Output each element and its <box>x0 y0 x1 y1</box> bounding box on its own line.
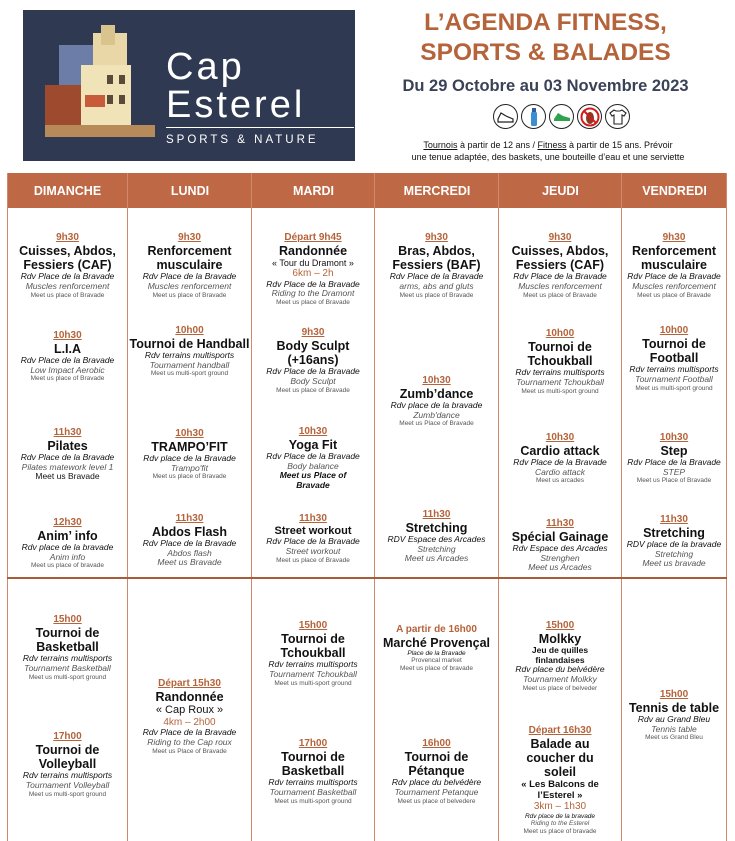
day-header-vendredi: VENDREDI <box>642 183 707 198</box>
activity-location: Rdv terrains multisports <box>22 653 113 664</box>
day-header-mercredi: MERCREDI <box>403 183 471 198</box>
day-header-row <box>7 173 727 208</box>
activity-mardi-4 <box>252 513 374 564</box>
activity-location: Rdv place du belvédère <box>391 777 482 788</box>
activity-location: Rdv terrains multisports <box>515 367 605 378</box>
activity-vendredi-1 <box>622 232 726 299</box>
activity-mercredi-4 <box>375 624 498 672</box>
activity-english: arms, abs and gluts <box>399 281 474 292</box>
activity-english: Muscles renforcement <box>25 281 110 292</box>
activity-location: Rdv place du belvédère <box>515 664 605 675</box>
activity-time: 10h00 <box>545 328 575 339</box>
activity-location: Rdv Place de la Bravade <box>266 450 360 461</box>
activity-time: 15h00 <box>545 620 575 631</box>
day-header-mardi: MARDI <box>293 183 334 198</box>
activity-location: Rdv Place de la Bravade <box>142 727 237 738</box>
activity-extra: Jeu de quilles finlandaises <box>531 644 589 665</box>
activity-english: Strenghen <box>540 552 580 563</box>
activity-distance: 4km – 2h00 <box>163 716 216 728</box>
water-bottle-icon <box>521 104 546 129</box>
activity-dimanche-1 <box>8 232 127 299</box>
activity-name: Renforcement musculaire <box>631 243 717 272</box>
activity-lundi-3 <box>128 428 251 481</box>
activity-english: Abdos flash <box>167 547 212 558</box>
activity-time: 15h00 <box>53 614 82 625</box>
activity-name: Bras, Abdos, Fessiers (BAF) <box>392 243 481 272</box>
date-range: Du 29 Octobre au 03 Novembre 2023 <box>402 77 689 95</box>
activity-name: Abdos Flash <box>151 524 227 539</box>
activity-mercredi-2 <box>375 375 498 428</box>
activity-subtitle: « Les Balcons de l’Esterel » <box>521 778 599 801</box>
activity-english: Tournament Basketball <box>269 787 357 798</box>
activity-name: Balade au coucher du soleil <box>526 736 594 780</box>
activity-meet: Meet us place of Bravade <box>276 299 350 307</box>
activity-location: Rdv terrains multisports <box>268 777 358 788</box>
activity-dimanche-4 <box>8 517 127 570</box>
activity-location: Rdv au Grand Bleu <box>637 713 711 724</box>
activity-time: 15h00 <box>659 689 689 700</box>
activity-meet: Meet us place of Bravade <box>276 386 350 394</box>
activity-dimanche-5 <box>8 614 127 681</box>
activity-time: 11h30 <box>299 513 327 524</box>
activity-location: Rdv Espace des Arcades <box>512 542 608 553</box>
agenda-title <box>372 8 719 68</box>
activity-english: Tennis table <box>651 723 697 734</box>
activity-english: Tournament Tchoukball <box>516 377 604 388</box>
activity-english: Muscles renforcement <box>147 281 232 292</box>
activity-location: RDV Espace des Arcades <box>387 533 486 544</box>
activity-mardi-5 <box>252 620 374 687</box>
activity-name: Marché Provençal <box>383 635 490 650</box>
activity-name: Body Sculpt (+16ans) <box>276 338 350 367</box>
activity-jeudi-4 <box>499 518 621 573</box>
activity-meet: Meet us Place of Bravade <box>152 747 227 755</box>
day-header-dimanche: DIMANCHE <box>33 183 102 198</box>
logo-word-cap: Cap <box>166 46 245 88</box>
activity-english: Provencal market <box>411 657 462 665</box>
info-tournois: Tournois <box>423 140 458 150</box>
activity-meet: Meet us Place of Bravade <box>279 470 347 491</box>
activity-time: 16h00 <box>422 738 451 749</box>
activity-english: Low Impact Aerobic <box>30 364 105 375</box>
activity-location: Rdv terrains multisports <box>629 364 719 375</box>
activity-meet: Meet us Grand Bleu <box>645 734 703 742</box>
activity-time: 10h00 <box>659 325 689 336</box>
activity-time: 11h30 <box>660 514 688 525</box>
sneaker-icon <box>549 104 574 129</box>
activity-meet: Meet us multi-sport ground <box>635 384 713 392</box>
activity-name: Pilates <box>47 438 88 453</box>
activity-time: 11h30 <box>546 518 574 529</box>
activity-name: Tournoi de Basketball <box>281 749 345 778</box>
activity-location: Rdv Place de la Bravade <box>142 271 237 282</box>
activity-location: Rdv Place de la Bravade <box>266 366 360 377</box>
activity-time: 9h30 <box>662 232 686 243</box>
activity-name: Tournoi de Volleyball <box>35 742 100 771</box>
tennis-shoe-icon <box>493 104 518 129</box>
activity-location: Rdv Place de la Bravade <box>266 278 360 289</box>
activity-name: Spécial Gainage <box>511 529 609 544</box>
activity-name: Renforcement musculaire <box>147 243 232 272</box>
activity-location: Rdv Place de la Bravade <box>513 271 607 282</box>
activity-dimanche-3 <box>8 427 127 482</box>
activity-location: Rdv Place de la Bravade <box>627 456 721 467</box>
activity-english: Street workout <box>285 545 341 556</box>
activity-name: Tournoi de Tchoukball <box>527 339 593 368</box>
activity-mercredi-1 <box>375 232 498 299</box>
activity-location: Rdv Place de la Bravade <box>20 451 115 462</box>
activity-time: 10h00 <box>175 325 204 336</box>
activity-location: Rdv Place de la Bravade <box>627 271 721 282</box>
activity-meet: Meet us place of bravade <box>31 562 104 570</box>
activity-name: Tournoi de Basketball <box>35 625 100 654</box>
morning-afternoon-separator <box>7 577 727 579</box>
activity-english: Tournament Volleyball <box>25 780 110 791</box>
activity-jeudi-1 <box>499 232 621 299</box>
activity-english: Zumb'dance <box>413 409 460 420</box>
activity-english: Muscles renforcement <box>632 281 716 292</box>
activity-english: Muscles renforcement <box>518 281 602 292</box>
activity-subtitle: « Cap Roux » <box>155 703 224 716</box>
activity-vendredi-5 <box>622 689 726 742</box>
activity-english: Tournament Petanque <box>394 787 479 798</box>
activity-location: Rdv terrains multisports <box>268 659 358 670</box>
activity-distance: 6km – 2h <box>292 268 334 280</box>
day-header-lundi: LUNDI <box>170 183 210 198</box>
activity-meet: Meet us place of Bravade <box>637 291 711 299</box>
activity-name: Tournoi de Tchoukball <box>280 631 346 660</box>
activity-meet: Meet us place of Bravade <box>523 291 597 299</box>
activity-time: 10h30 <box>298 426 328 437</box>
activity-time: Départ 16h30 <box>528 725 592 736</box>
activity-distance: 3km – 1h30 <box>533 801 587 813</box>
activity-time: 10h30 <box>545 432 575 443</box>
activity-english: Stretching <box>654 548 694 559</box>
activity-name: Tournoi de Handball <box>129 336 250 351</box>
activity-english: Trampo'fit <box>171 462 208 473</box>
activity-meet: Meet us multi-sport ground <box>274 797 352 805</box>
activity-english: Stretching <box>417 543 456 554</box>
activity-vendredi-4 <box>622 514 726 569</box>
activity-english: Tournament handball <box>149 359 230 370</box>
activity-lundi-2 <box>128 325 251 378</box>
logo-word-esterel: Esterel <box>166 84 306 126</box>
t-shirt-icon <box>605 104 630 129</box>
activity-meet: Meet us place of belvedere <box>397 797 476 805</box>
activity-name: Molkky <box>538 631 582 646</box>
activity-location: Rdv place de la bravade <box>390 399 483 410</box>
activity-english: Riding to the Esterel <box>530 820 590 828</box>
activity-location: Rdv place de la bravade <box>524 812 596 820</box>
activity-meet: Meet us place of bravade <box>523 827 597 835</box>
activity-meet: Meet us place of Bravade <box>399 291 474 299</box>
info-part-1: à partir de 12 ans / <box>457 140 538 150</box>
day-header-jeudi: JEUDI <box>542 183 579 198</box>
cap-esterel-logo <box>23 10 355 161</box>
activity-meet: Meet us multi-sport ground <box>521 387 599 395</box>
no-sandals-icon <box>577 104 602 129</box>
activity-english: Cardio attack <box>534 466 586 477</box>
activity-meet: Meet us place of belveder <box>522 684 598 692</box>
activity-time: Départ 9h45 <box>284 232 342 243</box>
activity-name: Cuisses, Abdos, Fessiers (CAF) <box>511 243 609 272</box>
activity-time: 11h30 <box>53 427 82 438</box>
activity-dimanche-2 <box>8 330 127 383</box>
activity-name: Cardio attack <box>520 443 600 458</box>
activity-meet: Meet us multi-sport ground <box>28 790 107 798</box>
activity-meet: Meet us place of bravade <box>400 664 473 672</box>
activity-time: 10h30 <box>175 428 204 439</box>
activity-english: Tournament Basketball <box>24 663 111 674</box>
activity-time: 11h30 <box>175 513 204 524</box>
activity-name: Street workout <box>274 524 352 537</box>
activity-time: 17h00 <box>53 731 82 742</box>
info-fitness: Fitness <box>537 140 567 150</box>
activity-jeudi-6 <box>499 725 621 835</box>
activity-english: Anim info <box>49 551 86 562</box>
activity-english: Riding to the Dramont <box>271 288 355 299</box>
activity-location: Rdv place de la Bravade <box>143 452 236 463</box>
activity-meet: Meet us Bravade <box>157 557 222 568</box>
activity-time: 9h30 <box>548 232 572 243</box>
activity-meet: Meet us Place of Bravade <box>399 420 474 428</box>
activity-meet: Meet us place of Bravade <box>30 375 105 383</box>
logo-divider <box>166 127 354 128</box>
activity-location: Rdv Place de la Bravade <box>20 271 115 282</box>
activity-english: STEP <box>662 466 686 477</box>
activity-english: Pilates matework level 1 <box>21 461 114 472</box>
activity-english: Body balance <box>287 460 339 471</box>
activity-location: Rdv Place de la Bravade <box>389 271 484 282</box>
activity-name: Tournoi de Pétanque <box>404 749 469 778</box>
activity-name: L.I.A <box>53 341 82 356</box>
activity-mercredi-3 <box>375 509 498 564</box>
activity-time: 9h30 <box>301 327 325 338</box>
activity-meet: Meet us Arcades <box>404 553 469 564</box>
activity-vendredi-3 <box>622 432 726 485</box>
activity-time: 12h30 <box>53 517 82 528</box>
activity-mardi-1 <box>252 232 374 307</box>
activity-lundi-4 <box>128 513 251 568</box>
activity-location: Place de la Bravade <box>407 649 466 657</box>
activity-location: Rdv Place de la Bravade <box>513 456 607 467</box>
activity-jeudi-3 <box>499 432 621 485</box>
activity-english: Tournament Tchoukball <box>269 669 357 680</box>
title-line-2: SPORTS & BALADES <box>420 39 671 66</box>
activity-time: 15h00 <box>298 620 328 631</box>
activity-time: 10h30 <box>53 330 82 341</box>
activity-name: Tennis de table <box>628 700 720 715</box>
activity-meet: Meet us place of Bravade <box>152 291 227 299</box>
activity-location: Rdv terrains multisports <box>144 349 235 360</box>
activity-name: Cuisses, Abdos, Fessiers (CAF) <box>19 243 116 272</box>
activity-vendredi-2 <box>622 325 726 392</box>
activity-english: Body Sculpt <box>290 376 336 387</box>
activity-lundi-5 <box>128 678 251 755</box>
activity-meet: Meet us arcades <box>535 477 585 485</box>
info-line-2: une tenue adaptée, des baskets, une bouteille d’eau et une serviette <box>411 152 685 162</box>
activity-jeudi-2 <box>499 328 621 395</box>
activity-english: Riding to the Cap roux <box>147 736 232 747</box>
activity-time: 10h30 <box>659 432 689 443</box>
activity-name: Anim’ info <box>37 528 98 543</box>
activity-meet: Meet us Arcades <box>528 562 592 573</box>
title-line-1: L’AGENDA FITNESS, <box>424 9 667 36</box>
activity-meet: Meet us multi-sport ground <box>274 679 352 687</box>
logo-tagline: SPORTS & NATURE <box>166 134 319 146</box>
activity-name: Randonnée <box>155 689 224 704</box>
activity-time: 9h30 <box>425 232 448 243</box>
activity-time: Départ 15h30 <box>158 678 221 689</box>
activity-time: 11h30 <box>422 509 451 520</box>
activity-name: Zumb’dance <box>399 386 474 401</box>
activity-name: Randonnée <box>278 243 348 258</box>
activity-mardi-3 <box>252 426 374 491</box>
activity-meet: Meet us Place of Bravade <box>636 477 712 485</box>
activity-name: Step <box>660 443 688 458</box>
activity-time: 17h00 <box>298 738 328 749</box>
activity-meet: Meet us bravade <box>642 558 706 569</box>
info-part-2: à partir de 15 ans. Prévoir <box>566 140 673 150</box>
activity-english: Tournament Football <box>635 374 713 385</box>
equipment-icons <box>493 104 630 129</box>
activity-english: Tournament Molkky <box>523 674 597 685</box>
grid-border-right <box>726 173 727 841</box>
activity-meet: Meet us Bravade <box>35 471 100 482</box>
activity-name: Tournoi de Football <box>642 336 706 365</box>
activity-name: Stretching <box>405 520 468 535</box>
activity-jeudi-5 <box>499 620 621 692</box>
activity-meet: Meet us place of Bravade <box>30 291 105 299</box>
activity-meet: Meet us multi-sport ground <box>28 673 107 681</box>
activity-mercredi-5 <box>375 738 498 805</box>
village-illustration <box>45 25 155 137</box>
activity-lundi-1 <box>128 232 251 299</box>
activity-time: 9h30 <box>56 232 79 243</box>
activity-time: 9h30 <box>178 232 201 243</box>
activity-location: Rdv place de la bravade <box>21 541 114 552</box>
activity-meet: Meet us place of Bravade <box>152 473 227 481</box>
activity-meet: Meet us multi-sport ground <box>150 370 229 378</box>
activity-mardi-2 <box>252 327 374 394</box>
info-note <box>392 139 704 163</box>
activity-location: Rdv Place de la Bravade <box>20 354 115 365</box>
activity-dimanche-6 <box>8 731 127 798</box>
activity-time: A partir de 16h00 <box>396 624 477 635</box>
activity-meet: Meet us place of Bravade <box>276 556 350 564</box>
activity-location: RDV place de la bravade <box>626 538 722 549</box>
activity-time: 10h30 <box>422 375 451 386</box>
activity-location: Rdv Place de la Bravade <box>142 537 237 548</box>
activity-mardi-6 <box>252 738 374 805</box>
activity-location: Rdv terrains multisports <box>22 770 113 781</box>
activity-name: TRAMPO’FIT <box>151 439 228 454</box>
activity-name: Yoga Fit <box>288 437 338 452</box>
activity-subtitle: « Tour du Dramont » <box>272 257 354 268</box>
activity-location: Rdv Place de la Bravade <box>266 536 360 547</box>
activity-name: Stretching <box>643 525 705 540</box>
